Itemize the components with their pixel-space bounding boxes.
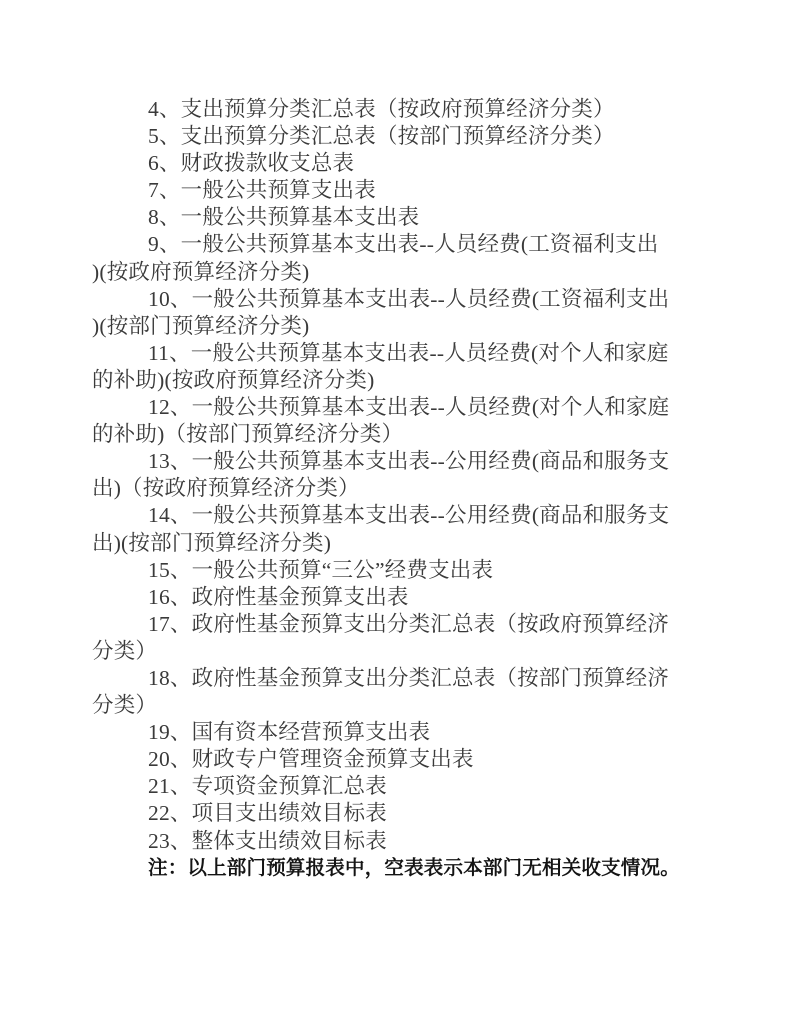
list-line: 6、财政拨款收支总表 <box>148 151 355 176</box>
list-line: 14、一般公共预算基本支出表--公用经费(商品和服务支 <box>148 503 670 528</box>
list-line: 8、一般公共预算基本支出表 <box>148 205 420 230</box>
list-line: )(按政府预算经济分类) <box>92 259 310 284</box>
list-line: 22、项目支出绩效目标表 <box>148 801 387 826</box>
list-line: 11、一般公共预算基本支出表--人员经费(对个人和家庭 <box>148 340 669 365</box>
list-line: 4、支出预算分类汇总表（按政府预算经济分类） <box>148 97 615 121</box>
list-line: 出)（按政府预算经济分类） <box>92 476 360 501</box>
list-line: 13、一般公共预算基本支出表--公用经费(商品和服务支 <box>148 449 670 474</box>
list-line: 15、一般公共预算“三公”经费支出表 <box>148 557 494 582</box>
list-line: 出)(按部门预算经济分类) <box>92 530 332 555</box>
list-line: 16、政府性基金预算支出表 <box>148 584 409 609</box>
budget-report-text <box>92 96 696 882</box>
list-line: )(按部门预算经济分类) <box>92 313 310 338</box>
list-line: 分类） <box>92 638 158 663</box>
list-line: 19、国有资本经营预算支出表 <box>148 720 431 745</box>
list-line: 的补助)(按政府预算经济分类) <box>92 367 375 392</box>
list-line: 分类） <box>92 693 158 718</box>
budget-table-list <box>92 96 696 855</box>
list-line: 10、一般公共预算基本支出表--人员经费(工资福利支出 <box>148 286 670 311</box>
list-line: 18、政府性基金预算支出分类汇总表（按部门预算经济 <box>148 665 670 690</box>
list-line: 17、政府性基金预算支出分类汇总表（按政府预算经济 <box>148 611 670 636</box>
list-line: 的补助)（按部门预算经济分类） <box>92 422 404 447</box>
list-line: 9、一般公共预算基本支出表--人员经费(工资福利支出 <box>148 232 659 257</box>
note-line: 注：以上部门预算报表中，空表表示本部门无相关收支情况。 <box>148 857 680 879</box>
list-line: 7、一般公共预算支出表 <box>148 178 376 203</box>
list-line: 5、支出预算分类汇总表（按部门预算经济分类） <box>148 124 615 149</box>
list-line: 21、专项资金预算汇总表 <box>148 774 387 799</box>
list-line: 20、财政专户管理资金预算支出表 <box>148 747 474 772</box>
list-line: 12、一般公共预算基本支出表--人员经费(对个人和家庭 <box>148 395 670 420</box>
list-line: 23、整体支出绩效目标表 <box>148 828 387 853</box>
